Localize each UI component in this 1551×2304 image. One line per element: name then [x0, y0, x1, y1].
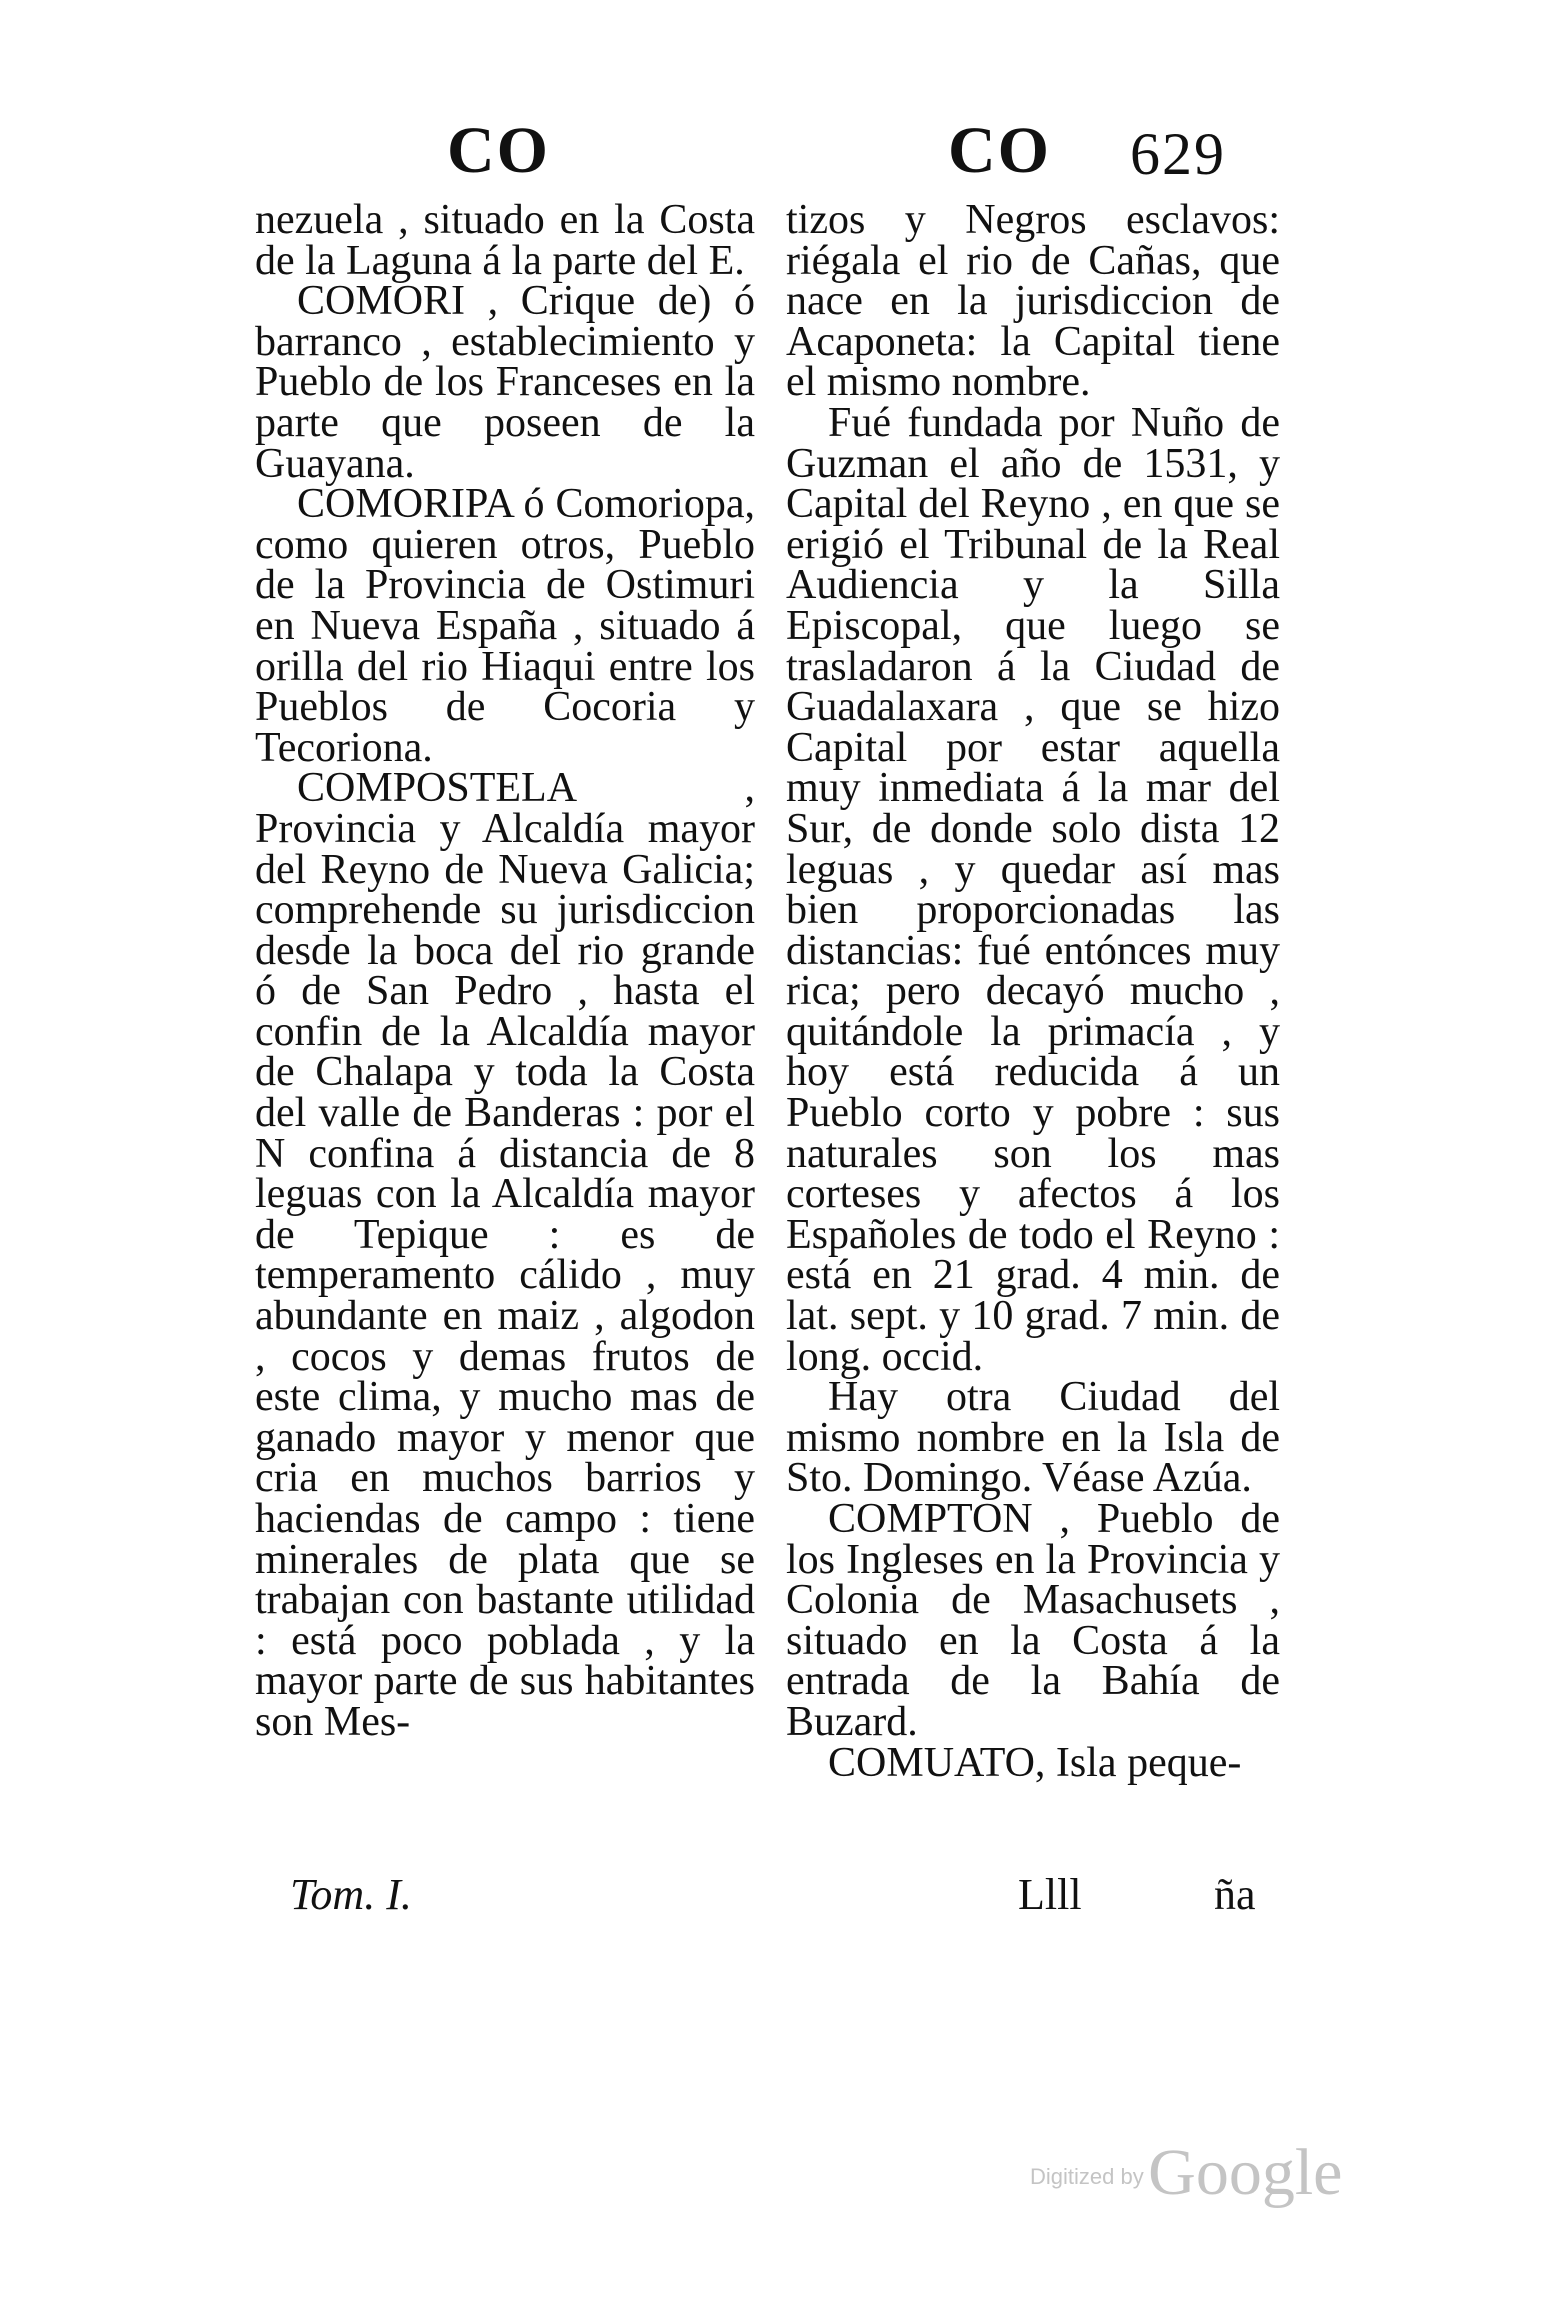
entry-compton: COMPTON , Pueblo de los Ingleses en la Provincia y Colonia de Masachusets , situado en la Costa á la entrada de la Bahía de Buzard. [786, 1496, 1280, 1745]
google-wordmark: Google [1148, 2136, 1343, 2209]
volume-mark: Tom. I. [290, 1870, 412, 1919]
digitized-by-text: Digitized by [1030, 2164, 1144, 2189]
catchword: ña [1214, 1870, 1256, 1919]
entry-comuato: COMUATO, Isla peque- [828, 1739, 1242, 1786]
entry-comori: COMORI , Crique de) ó barranco , establecimiento y Pueblo de los Franceses en la parte que poseen de la Guayana. [255, 278, 755, 487]
digitized-by-watermark [1030, 2136, 1343, 2209]
page-number: 629 [1130, 121, 1226, 187]
signature-mark: Llll [1018, 1870, 1082, 1919]
paragraph-hay-otra: Hay otra Ciudad del mismo nombre en la Isla de Sto. Domingo. Véase Azúa. [786, 1374, 1280, 1502]
paragraph-fue-fundada: Fué fundada por Nuño de Guzman el año de 1531, y Capital del Reyno , en que se erigió el Tribunal de la Real Audiencia y la Silla Episcopal, que luego se trasladaron á la Ciudad de Guadalaxara , que se hizo Capital por estar aquella muy inmediata á la mar del Sur, de donde solo dista 12 leguas , y quedar así mas bien proporcionadas las distancias: fué entónces muy rica; pero decayó mucho , quitándole la primacía , y hoy está reducida á un Pueblo corto y pobre : sus naturales son los mas corteses y afectos á los Españoles de todo el Reyno : está en 21 grad. 4 min. de lat. sept. y 10 grad. 7 min. de long. occid. [786, 399, 1280, 1380]
paragraph-nezuela: nezuela , situado en la Costa de la Laguna á la parte del E. [255, 197, 755, 284]
running-head-left: CO [447, 114, 550, 187]
left-column [255, 197, 755, 1745]
running-head-right: CO [948, 114, 1051, 187]
entry-compostela: COMPOSTELA , Provincia y Alcaldía mayor del Reyno de Nueva Galicia; comprehende su jurisdiccion desde la boca del rio grande ó de San Pedro , hasta el confin de la Alcaldía mayor de Chalapa y toda la Costa del valle de Banderas : por el N confina á distancia de 8 leguas con la Alcaldía mayor de Tepique : es de temperamento cálido , muy abundante en maiz , algodon , cocos y demas frutos de este clima, y mucho mas de ganado mayor y menor que cria en muchos barrios y haciendas de campo : tiene minerales de plata que se trabajan con bastante utilidad : está poco poblada , y la mayor parte de sus habitantes son Mes- [255, 765, 755, 1745]
entry-comoripa: COMORIPA ó Comoriopa, como quieren otros, Pueblo de la Provincia de Ostimuri en Nueva España , situado á orilla del rio Hiaqui entre los Pueblos de Cocoria y Tecoriona. [255, 481, 755, 771]
paragraph-tizos: tizos y Negros esclavos: riégala el rio de Cañas, que nace en la jurisdiccion de Acaponeta: la Capital tiene el mismo nombre. [786, 197, 1280, 406]
right-column [786, 197, 1280, 1786]
